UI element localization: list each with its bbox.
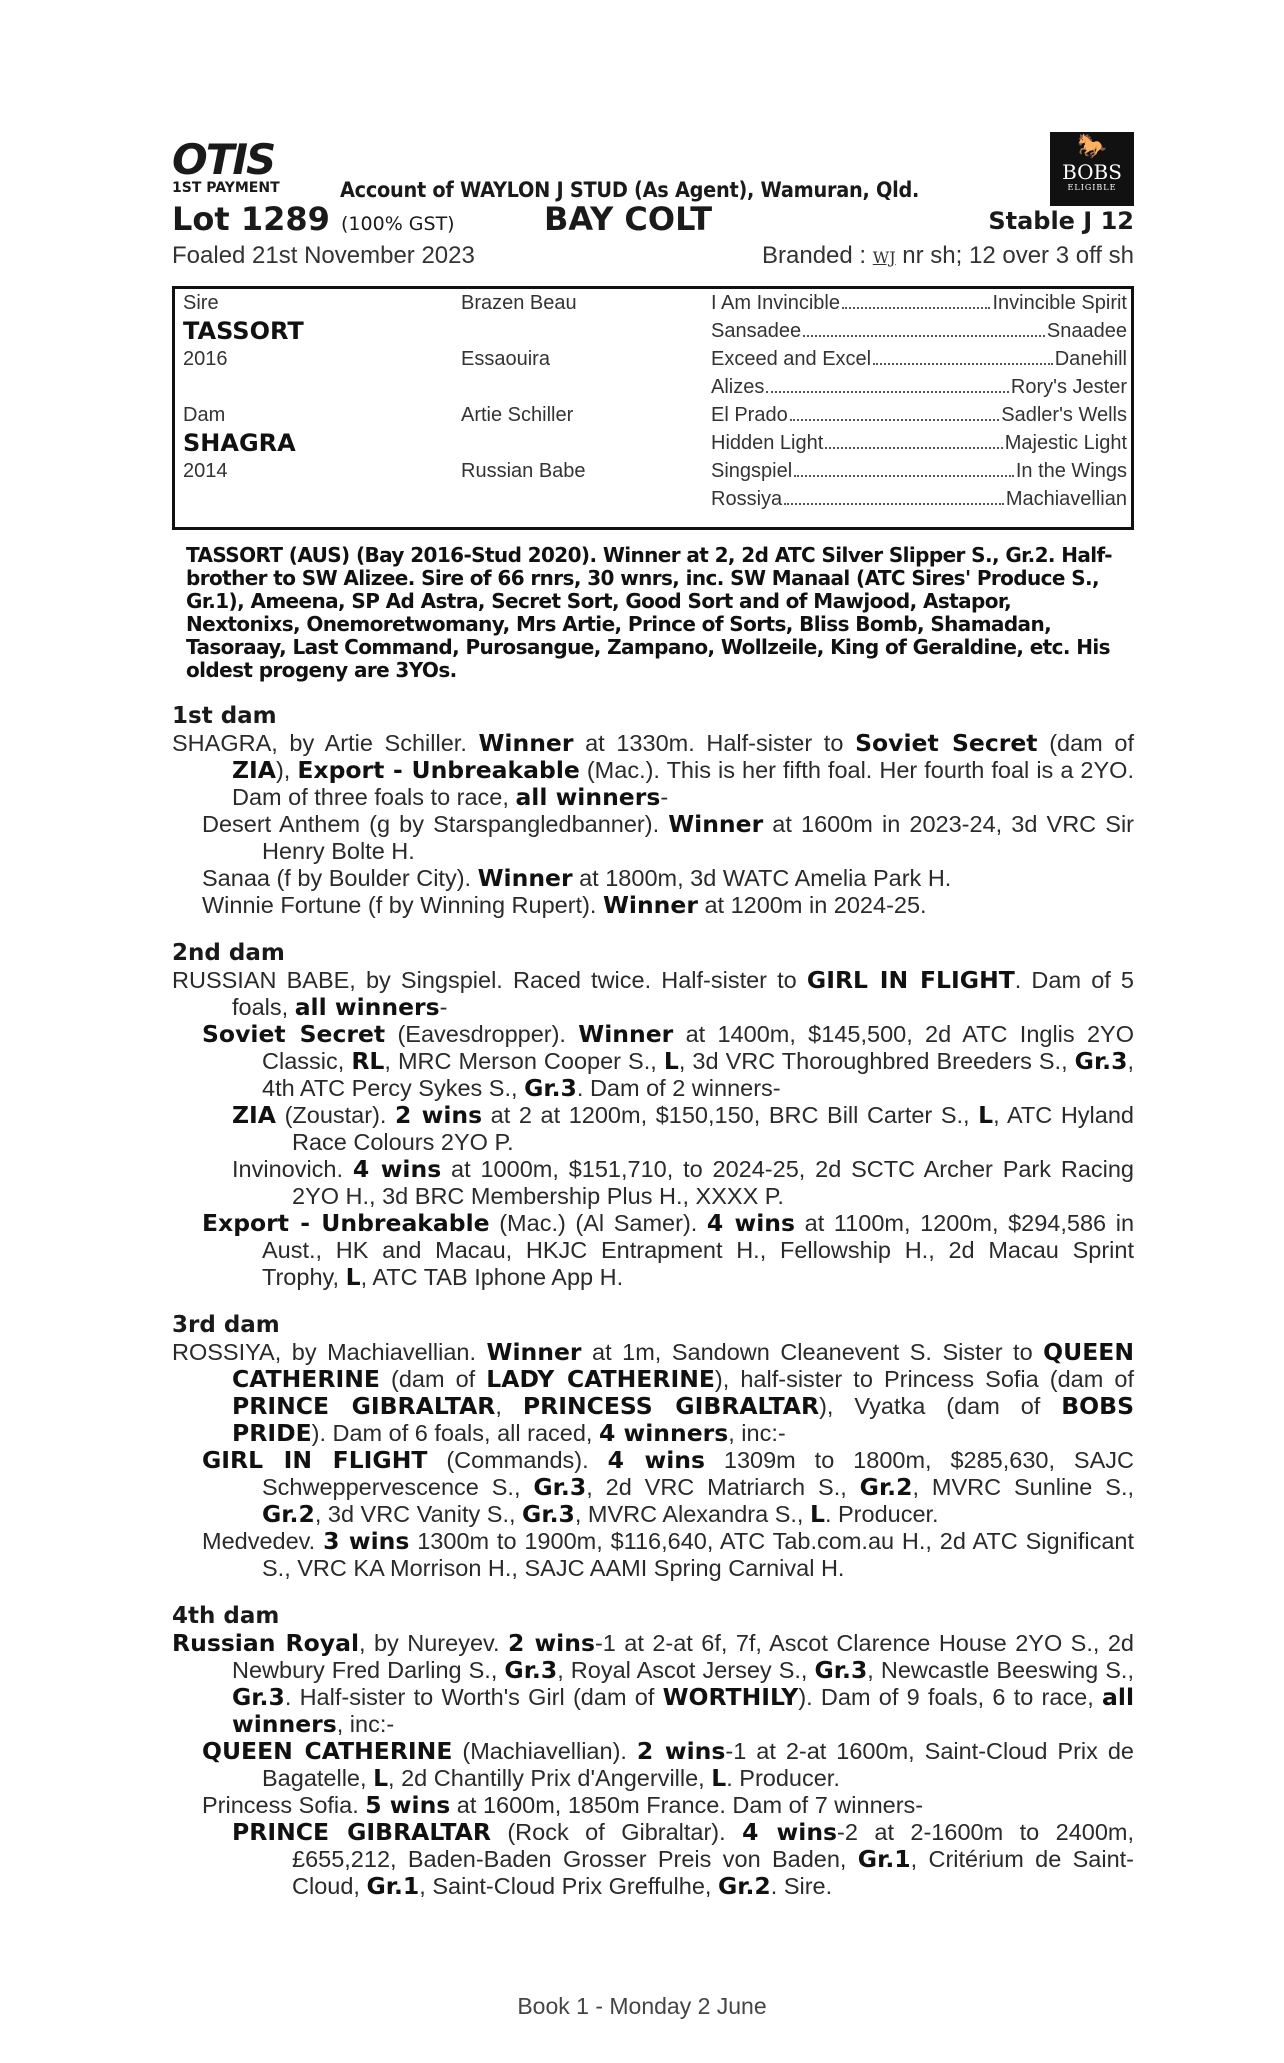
pedigree-entry: Soviet Secret (Eavesdropper). Winner at 1400m, $145,500, 2d ATC Inglis 2YO Classic, RL, MRC Merson Cooper S., L, 3d VRC Thoroughbred Breeders S., Gr.3, 4th ATC Percy Sykes S., Gr.3. Dam of 2 winners-	[202, 1020, 1134, 1102]
ancestor-right: Danehill	[1054, 348, 1127, 370]
bobs-logo-name: BOBS	[1062, 160, 1122, 184]
pedigree-entry: Desert Anthem (g by Starspangledbanner). Winner at 1600m in 2023-24, 3d VRC Sir Henry Bolte H.	[202, 810, 1134, 864]
sire-sire: Brazen Beau	[461, 292, 577, 314]
brand-text: nr sh; 12 over 3 off sh	[902, 242, 1134, 269]
dam-name: SHAGRA	[183, 429, 296, 457]
ancestor-right: Sadler's Wells	[1001, 404, 1127, 426]
pedigree-entry: Export - Unbreakable (Mac.) (Al Samer). 4 wins at 1100m, 1200m, $294,586 in Aust., HK and Macau, HKJC Entrapment H., Fellowship H., 2d Macau Sprint Trophy, L, ATC TAB Iphone App H.	[202, 1209, 1135, 1291]
pedigree-entry: PRINCE GIBRALTAR (Rock of Gibraltar). 4 wins-2 at 2-1600m to 2400m, £655,212, Baden-Baden Grosser Preis von Baden, Gr.1, Critérium de Saint-Cloud, Gr.1, Saint-Cloud Prix Greffulhe, Gr.2. Sire.	[232, 1818, 1135, 1900]
ancestor-row	[711, 345, 1127, 373]
sire-summary: TASSORT (AUS) (Bay 2016-Stud 2020). Winner at 2, 2d ATC Silver Slipper S., Gr.2. Half-brother to SW Alizee. Sire of 66 rnrs, 30 wnrs, inc. SW Manaal (ATC Sires' Produce S., Gr.1), Ameena, SP Ad Astra, Secret Sort, Good Sort and of Mawjood, Astapor, Nextonixs, Onemoretwomany, Mrs Artie, Prince of Sorts, Bliss Bomb, Shamadan, Tasoraay, Last Command, Purosangue, Zampano, Wollzeile, King of Geraldine, etc. His oldest progeny are 3YOs.	[186, 543, 1112, 682]
pedigree-entry: GIRL IN FLIGHT (Commands). 4 wins 1309m to 1800m, $285,630, SAJC Schweppervescence S., Gr.3, 2d VRC Matriarch S., Gr.2, MVRC Sunline S., Gr.2, 3d VRC Vanity S., Gr.3, MVRC Alexandra S., L. Producer.	[202, 1446, 1135, 1528]
pedigree-entry: Invinovich. 4 wins at 1000m, $151,710, to 2024-25, 2d SCTC Archer Park Racing 2YO H., 3d BRC Membership Plus H., XXXX P.	[232, 1155, 1135, 1209]
ancestor-row	[711, 457, 1127, 485]
catalogue-page	[172, 120, 1134, 1900]
dam-sections	[172, 702, 1134, 1900]
dam-section	[172, 1602, 1134, 1900]
pedigree-entry: Princess Sofia. 5 wins at 1600m, 1850m France. Dam of 7 winners-	[202, 1791, 924, 1819]
horse-description: BAY COLT	[544, 200, 713, 238]
otis-logo-word: OTIS	[172, 135, 275, 184]
dam-section	[172, 1311, 1134, 1582]
ancestor-right: Majestic Light	[1004, 432, 1127, 454]
lot-number	[172, 200, 455, 243]
pedigree-entry: ROSSIYA, by Machiavellian. Winner at 1m, Sandown Cleanevent S. Sister to QUEEN CATHERINE (dam of LADY CATHERINE), half-sister to Princess Sofia (dam of PRINCE GIBRALTAR, PRINCESS GIBRALTAR), Vyatka (dam of BOBS PRIDE). Dam of 6 foals, all raced, 4 winners, inc:-	[172, 1338, 1135, 1447]
ancestor-left: El Prado	[711, 404, 788, 426]
ancestor-left: I Am Invincible	[711, 292, 840, 314]
dam-sire: Artie Schiller	[461, 404, 574, 426]
ancestor-row	[711, 289, 1127, 317]
ancestor-right: Snaadee	[1046, 320, 1127, 342]
ancestor-left: Rossiya	[711, 488, 783, 510]
brand-info	[762, 242, 1134, 270]
stable-number: Stable J 12	[988, 207, 1134, 235]
brand-mark-icon: WJ	[872, 248, 896, 267]
vendor-account: Account of WAYLON J STUD (As Agent), Wamuran, Qld.	[340, 178, 920, 202]
dam-year: 2014	[183, 460, 228, 482]
ancestor-right: Invincible Spirit	[992, 292, 1127, 314]
otis-payment-label: 1ST PAYMENT	[172, 180, 280, 196]
section-title: 1st dam	[172, 703, 277, 729]
pedigree-entry: ZIA (Zoustar). 2 wins at 2 at 1200m, $150,150, BRC Bill Carter S., L, ATC Hyland Race Colours 2YO P.	[232, 1101, 1134, 1155]
pedigree-entry: Winnie Fortune (f by Winning Rupert). Winner at 1200m in 2024-25.	[202, 891, 927, 919]
ancestor-left: Singspiel	[711, 460, 793, 482]
bobs-logo-eligible: ELIGIBLE	[1067, 183, 1117, 192]
foaled-date: Foaled 21st November 2023	[172, 242, 475, 269]
foaling-brand-row	[172, 240, 1134, 276]
dam-section	[172, 939, 1134, 1291]
pedigree-entry: QUEEN CATHERINE (Machiavellian). 2 wins-1 at 2-at 1600m, Saint-Cloud Prix de Bagatelle, L, 2d Chantilly Prix d'Angerville, L. Producer.	[202, 1737, 1135, 1792]
lot-label: Lot 1289	[172, 200, 330, 238]
otis-logo	[172, 135, 280, 196]
pedigree-entry: Medvedev. 3 wins 1300m to 1900m, $116,640, ATC Tab.com.au H., 2d ATC Significant S., VRC KA Morrison H., SAJC AAMI Spring Carnival H.	[202, 1527, 1134, 1581]
header-top	[172, 120, 1134, 200]
ancestor-row	[711, 317, 1127, 345]
sire-label: Sire	[183, 292, 219, 314]
sire-name: TASSORT	[183, 317, 304, 345]
sire-year: 2016	[183, 348, 228, 370]
ancestor-left: Hidden Light	[711, 432, 824, 454]
sire-dam: Essaouira	[461, 348, 550, 370]
ancestor-left: Exceed and Excel	[711, 348, 872, 370]
dam-label: Dam	[183, 404, 226, 426]
pedigree-entry: SHAGRA, by Artie Schiller. Winner at 1330m. Half-sister to Soviet Secret (dam of ZIA), Export - Unbreakable (Mac.). This is her fifth foal. Her fourth foal is a 2YO. Dam of three foals to race, all winners-	[172, 729, 1134, 811]
section-title: 2nd dam	[172, 940, 285, 966]
ancestor-row	[711, 485, 1127, 513]
pedigree-entry: Russian Royal, by Nureyev. 2 wins-1 at 2-at 6f, 7f, Ascot Clarence House 2YO S., 2d Newbury Fred Darling S., Gr.3, Royal Ascot Jersey S., Gr.3, Newcastle Beeswing S., Gr.3. Half-sister to Worth's Girl (dam of WORTHILY). Dam of 9 foals, 6 to race, all winners, inc:-	[172, 1629, 1134, 1738]
section-title: 4th dam	[172, 1603, 280, 1629]
ancestor-left: Sansadee	[711, 320, 802, 342]
brand-label: Branded :	[762, 242, 867, 269]
pedigree-table	[172, 286, 1134, 530]
ancestor-right: In the Wings	[1015, 460, 1127, 482]
ancestor-right: Machiavellian	[1005, 488, 1127, 510]
bobs-eligible-logo	[1050, 132, 1134, 206]
dam-dam: Russian Babe	[461, 460, 586, 482]
ancestor-left: Alizes	[711, 376, 765, 398]
ancestor-row	[711, 373, 1127, 401]
gst-note: (100% GST)	[341, 213, 455, 235]
pedigree-entry: Sanaa (f by Boulder City). Winner at 1800m, 3d WATC Amelia Park H.	[202, 864, 952, 892]
ancestor-row	[711, 401, 1127, 429]
pedigree-entry: RUSSIAN BABE, by Singspiel. Raced twice. Half-sister to GIRL IN FLIGHT. Dam of 5 foals, all winners-	[172, 966, 1135, 1021]
lot-header	[172, 200, 1134, 240]
dam-section	[172, 702, 1134, 919]
section-title: 3rd dam	[172, 1312, 280, 1338]
page-footer: Book 1 - Monday 2 June	[517, 1993, 767, 2019]
ancestor-row	[711, 429, 1127, 457]
racehorse-icon: 🐎	[1077, 133, 1107, 160]
ancestor-right: Rory's Jester	[1010, 376, 1127, 398]
